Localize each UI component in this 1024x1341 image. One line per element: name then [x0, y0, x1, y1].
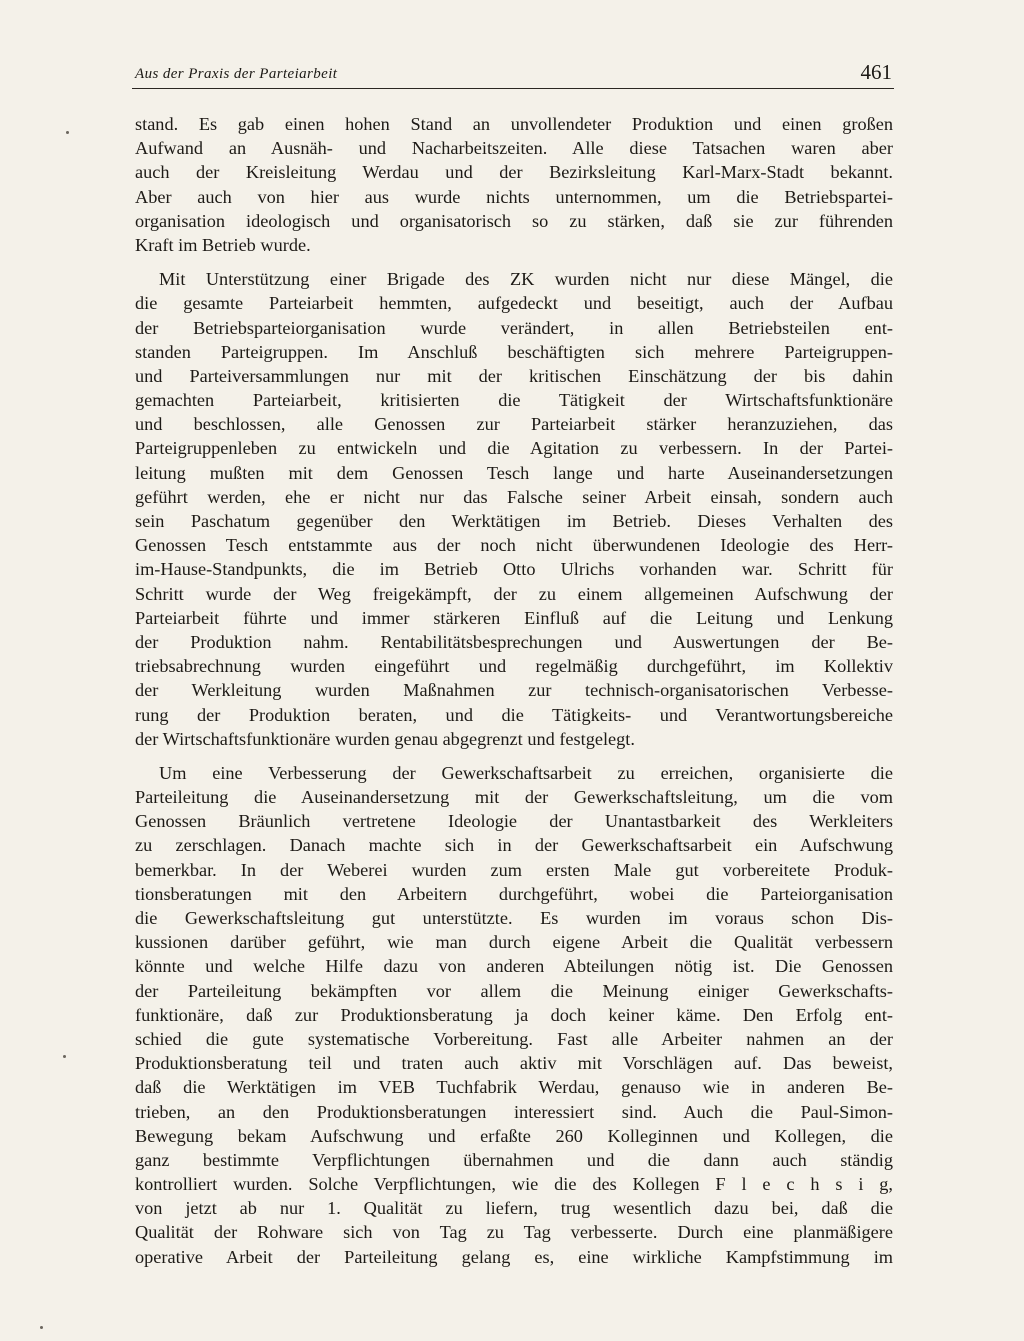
running-header: [132, 62, 894, 92]
text-line: bemerkbar. In der Weberei wurden zum ersten Male gut vorbereitete Produk-: [135, 859, 893, 880]
paragraph: [135, 761, 893, 1269]
text-line: daß die Werktätigen im VEB Tuchfabrik Werdau, genauso wie in anderen Be-: [135, 1077, 893, 1098]
text-line: könnte und welche Hilfe dazu von anderen Abteilungen nötig ist. Die Genossen: [135, 956, 893, 977]
text-line: Um eine Verbesserung der Gewerkschaftsarbeit zu erreichen, organisierte die: [159, 762, 893, 783]
text-line: zu zerschlagen. Danach machte sich in der Gewerkschaftsarbeit ein Aufschwung: [135, 835, 893, 856]
text-line: Kraft im Betrieb wurde.: [135, 234, 311, 255]
text-line: kussionen darüber geführt, wie man durch eigene Arbeit die Qualität verbessern: [135, 932, 893, 953]
paragraph: [135, 267, 893, 751]
text-line: Schritt wurde der Weg freigekämpft, der zu einem allgemeinen Aufschwung der: [135, 583, 893, 604]
text-line: trieben, an den Produktionsberatungen interessiert sind. Auch die Paul-Simon-: [135, 1101, 893, 1122]
text-line: Genossen Tesch entstammte aus der noch nicht überwundenen Ideologie des Herr-: [135, 535, 893, 556]
text-line: im-Hause-Standpunkts, die im Betrieb Otto Ulrichs vorhanden war. Schritt für: [135, 559, 893, 580]
text-line: stand. Es gab einen hohen Stand an unvollendeter Produktion und einen großen: [135, 114, 893, 134]
text-line: leitung mußten mit dem Genossen Tesch lange und harte Auseinandersetzungen: [135, 462, 893, 483]
text-line: tionsberatungen mit den Arbeitern durchgeführt, wobei die Parteiorganisation: [135, 883, 893, 904]
text-line: operative Arbeit der Parteileitung gelang es, eine wirkliche Kampfstimmung im: [135, 1246, 893, 1267]
text-line: Aufwand an Ausnäh- und Nacharbeitszeiten. Alle diese Tatsachen waren aber: [135, 138, 893, 159]
text-line: Genossen Bräunlich vertretene Ideologie der Unantastbarkeit des Werkleiters: [135, 811, 893, 832]
text-line: und beschlossen, alle Genossen zur Parteiarbeit stärker heranzuziehen, das: [135, 414, 893, 435]
text-line: Parteigruppenleben zu entwickeln und die Agitation zu verbessern. In der Partei-: [135, 438, 893, 459]
text-line: gemachten Parteiarbeit, kritisierten die Tätigkeit der Wirtschaftsfunktionäre: [135, 390, 893, 411]
text-line: von jetzt ab nur 1. Qualität zu liefern, trug wesentlich dazu bei, daß die: [135, 1198, 893, 1219]
text-line: Qualität der Rohware sich von Tag zu Tag verbesserte. Durch eine planmäßigere: [135, 1222, 893, 1243]
scan-speck: [63, 1055, 66, 1058]
text-line: standen Parteigruppen. Im Anschluß beschäftigten sich mehrere Parteigruppen-: [135, 341, 893, 362]
paragraph-gap: [135, 751, 893, 761]
header-rule: [132, 88, 894, 89]
text-line: Produktionsberatung teil und traten auch aktiv mit Vorschlägen auf. Das beweist,: [135, 1053, 893, 1074]
text-line: kontrolliert wurden. Solche Verpflichtungen, wie die des Kollegen F l e c h s i g,: [135, 1174, 893, 1195]
text-line: der Wirtschaftsfunktionäre wurden genau abgegrenzt und festgelegt.: [135, 728, 635, 749]
text-line: funktionäre, daß zur Produktionsberatung ja doch keiner käme. Den Erfolg ent-: [135, 1004, 893, 1025]
scan-speck: [66, 131, 69, 134]
text-line: Parteiarbeit führte und immer stärkeren Einfluß auf die Leitung und Lenkung: [135, 607, 893, 628]
text-line: ganz bestimmte Verpflichtungen übernahmen und die dann auch ständig: [135, 1149, 893, 1170]
running-title: Aus der Praxis der Parteiarbeit: [135, 66, 338, 82]
paragraph: [135, 112, 893, 257]
scan-speck: [40, 1326, 43, 1329]
body-text: [135, 112, 893, 1269]
text-line: auch der Kreisleitung Werdau und der Bezirksleitung Karl-Marx-Stadt bekannt.: [135, 162, 893, 183]
text-line: die Gewerkschaftsleitung gut unterstützte. Es wurden im voraus schon Dis-: [135, 908, 893, 928]
text-line: und Parteiversammlungen nur mit der kritischen Einschätzung der bis dahin: [135, 365, 893, 386]
text-line: Aber auch von hier aus wurde nichts unternommen, um die Betriebspartei-: [135, 186, 893, 207]
text-line: Mit Unterstützung einer Brigade des ZK wurden nicht nur diese Mängel, die: [159, 269, 893, 290]
text-line: der Werkleitung wurden Maßnahmen zur technisch-organisatorischen Verbesse-: [135, 680, 893, 701]
text-line: triebsabrechnung wurden eingeführt und regelmäßig durchgeführt, im Kollektiv: [135, 656, 893, 677]
text-line: der Betriebsparteiorganisation wurde verändert, in allen Betriebsteilen ent-: [135, 317, 893, 338]
text-line: der Parteileitung bekämpften vor allem die Meinung einiger Gewerkschafts-: [135, 980, 893, 1001]
text-line: Parteileitung die Auseinandersetzung mit der Gewerkschaftsleitung, um die vom: [135, 787, 893, 808]
text-line: sein Paschatum gegenüber den Werktätigen im Betrieb. Dieses Verhalten des: [135, 511, 893, 531]
text-line: geführt werden, ehe er nicht nur das Falsche seiner Arbeit einsah, sondern auch: [135, 486, 893, 507]
text-line: schied die gute systematische Vorbereitung. Fast alle Arbeiter nahmen an der: [135, 1028, 893, 1049]
page-number: 461: [860, 60, 892, 84]
text-line: organisation ideologisch und organisatorisch so zu stärken, daß sie zur führenden: [135, 210, 893, 231]
text-line: der Produktion nahm. Rentabilitätsbesprechungen und Auswertungen der Be-: [135, 631, 893, 652]
text-line: die gesamte Parteiarbeit hemmten, aufgedeckt und beseitigt, auch der Aufbau: [135, 293, 893, 314]
paragraph-gap: [135, 257, 893, 267]
text-line: Bewegung bekam Aufschwung und erfaßte 260 Kolleginnen und Kollegen, die: [135, 1125, 893, 1146]
text-line: rung der Produktion beraten, und die Tätigkeits- und Verantwortungsbereiche: [135, 704, 893, 725]
